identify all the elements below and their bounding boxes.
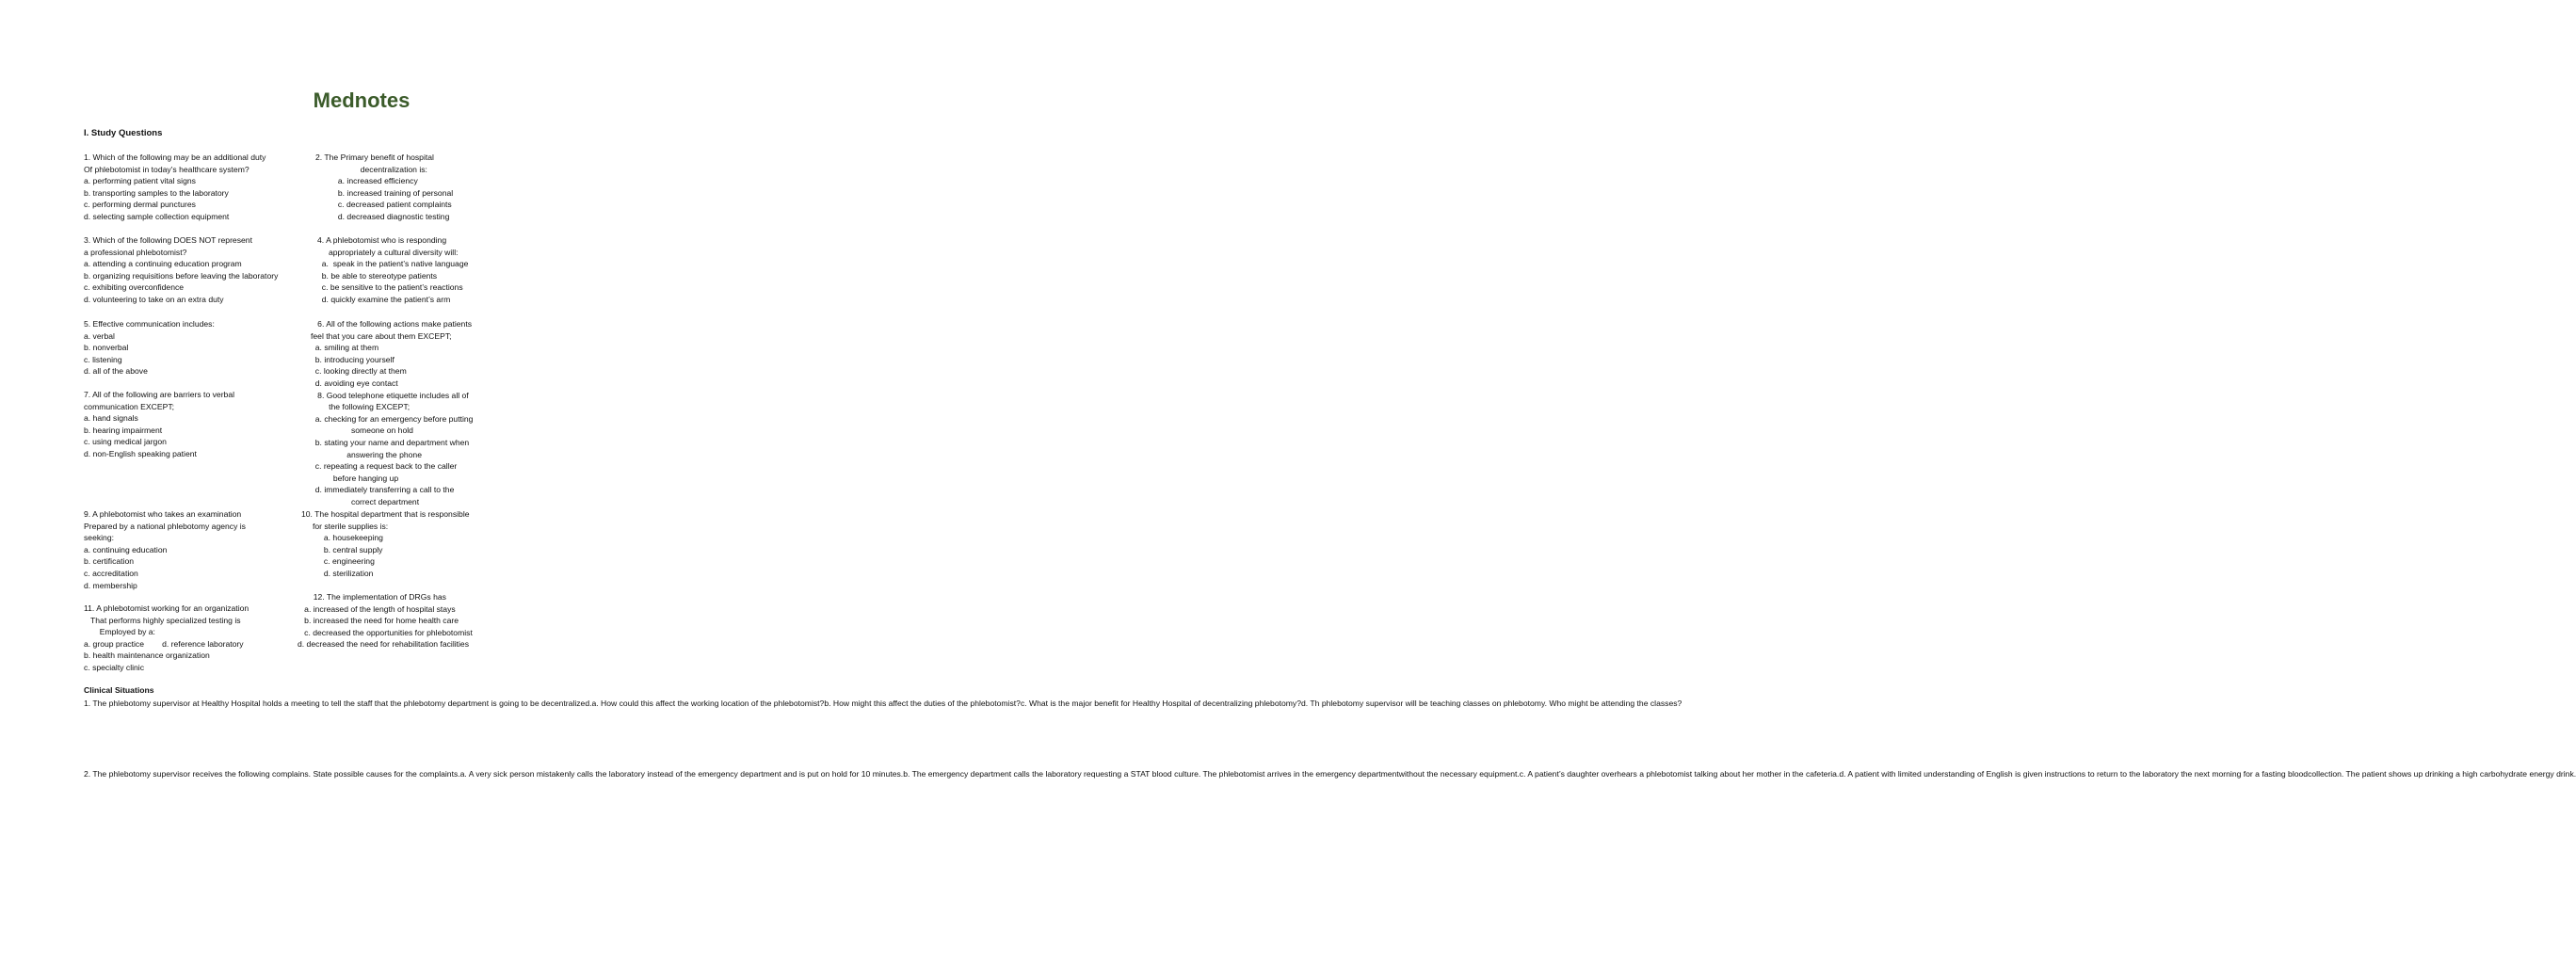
text-line: feel that you care about them EXCEPT; bbox=[311, 330, 452, 341]
text-line: d. all of the above bbox=[84, 366, 148, 377]
text-line: c. decreased patient complaints bbox=[315, 200, 452, 210]
text-line: answering the phone bbox=[311, 449, 422, 459]
text-line: the following EXCEPT; bbox=[311, 402, 411, 412]
text-line: b. nonverbal bbox=[84, 343, 129, 353]
text-line: 4. A phlebotomist who is responding bbox=[317, 235, 447, 245]
text-line: 5. Effective communication includes: bbox=[84, 319, 215, 329]
text-line: a. housekeeping bbox=[301, 533, 383, 543]
text-line: c. specialty clinic bbox=[84, 662, 144, 672]
text-line: 1. The phlebotomy supervisor at Healthy Hospital holds a meeting to tell the staff that the phlebotomy department is going to be decentralized. bbox=[84, 699, 592, 708]
text-line: collection. The patient shows up drinking a high carbohydrate energy drink. bbox=[2308, 769, 2576, 779]
text-line: d. membership bbox=[84, 580, 137, 590]
text-line: d. sterilization bbox=[301, 568, 374, 578]
text-line: 2. The Primary benefit of hospital bbox=[315, 153, 434, 162]
text-line: for sterile supplies is: bbox=[301, 521, 389, 531]
text-line: b. increased the need for home health care bbox=[298, 616, 459, 626]
text-line: d. Th phlebotomy supervisor will be teaching classes on phlebotomy. Who might be attending the classes? bbox=[1301, 699, 1682, 708]
clinical-situation-1 bbox=[84, 698, 1682, 710]
text-line: a. verbal bbox=[84, 330, 115, 341]
page-title: Mednotes bbox=[313, 88, 411, 112]
text-line: a professional phlebotomist? bbox=[84, 247, 187, 257]
text-line: 7. All of the following are barriers to verbal bbox=[84, 390, 235, 399]
text-line: d. quickly examine the patient’s arm bbox=[317, 294, 451, 304]
text-line: b. organizing requisitions before leaving the laboratory bbox=[84, 270, 279, 281]
text-line: someone on hold bbox=[311, 426, 413, 436]
text-line: 9. A phlebotomist who takes an examination bbox=[84, 509, 242, 519]
text-line: d. volunteering to take on an extra duty bbox=[84, 294, 224, 304]
question-5 bbox=[84, 318, 215, 378]
clinical-situation-2 bbox=[84, 768, 2576, 780]
text-line: d. non-English speaking patient bbox=[84, 448, 197, 458]
text-line: d. avoiding eye contact bbox=[311, 378, 398, 388]
text-line: b. transporting samples to the laboratory bbox=[84, 187, 229, 198]
question-10 bbox=[301, 508, 470, 580]
clinical-heading: Clinical Situations bbox=[84, 685, 154, 695]
text-line: d. A patient with limited understanding of English is given instructions to return to the laboratory the next morning for a fasting blood bbox=[1839, 769, 2309, 779]
text-line: a. smiling at them bbox=[311, 343, 379, 353]
text-line: b. increased training of personal bbox=[315, 187, 454, 198]
text-line: a. hand signals bbox=[84, 413, 138, 424]
text-line: b. be able to stereotype patients bbox=[317, 270, 438, 281]
text-line: b. The emergency department calls the laboratory requesting a STAT blood culture. The phlebotomist arrives in the emergency department bbox=[903, 769, 1399, 779]
text-line: b. introducing yourself bbox=[311, 354, 394, 364]
text-line: c. accreditation bbox=[84, 568, 138, 578]
text-line: b. hearing impairment bbox=[84, 425, 163, 435]
question-1 bbox=[84, 152, 266, 223]
question-7 bbox=[84, 389, 234, 460]
text-line: a. increased efficiency bbox=[315, 176, 418, 186]
text-line: a. performing patient vital signs bbox=[84, 176, 196, 186]
text-line: b. stating your name and department when bbox=[311, 437, 470, 447]
text-line: b. certification bbox=[84, 556, 135, 567]
text-line: c. engineering bbox=[301, 556, 375, 567]
text-line: d. decreased diagnostic testing bbox=[315, 211, 450, 221]
text-line: 1. Which of the following may be an additional duty bbox=[84, 153, 266, 162]
question-2 bbox=[315, 152, 453, 223]
text-line: 12. The implementation of DRGs has bbox=[298, 592, 446, 602]
text-line: b. health maintenance organization bbox=[84, 651, 210, 661]
text-line: d. immediately transferring a call to the bbox=[311, 485, 455, 495]
question-6-and-8 bbox=[311, 318, 473, 508]
text-line: c. looking directly at them bbox=[311, 366, 407, 377]
text-line: a. A very sick person mistakenly calls the laboratory instead of the emergency department and is put on hold for 10 minutes. bbox=[459, 769, 904, 779]
text-line: c. exhibiting overconfidence bbox=[84, 282, 185, 293]
text-line: seeking: bbox=[84, 533, 115, 543]
text-line: d. decreased the need for rehabilitation facilities bbox=[298, 639, 470, 650]
text-line: Prepared by a national phlebotomy agency is bbox=[84, 521, 246, 531]
text-line: c. performing dermal punctures bbox=[84, 200, 196, 210]
text-line: before hanging up bbox=[311, 473, 399, 483]
text-line: b. central supply bbox=[301, 544, 383, 554]
text-line: b. How might this affect the duties of the phlebotomist? bbox=[824, 699, 1021, 708]
text-line: a. How could this affect the working location of the phlebotomist? bbox=[591, 699, 825, 708]
text-line: c. decreased the opportunities for phlebotomist bbox=[298, 627, 473, 637]
text-line: 3. Which of the following DOES NOT represent bbox=[84, 235, 252, 245]
text-line: appropriately a cultural diversity will: bbox=[317, 247, 459, 257]
text-line: correct department bbox=[311, 496, 420, 506]
question-3 bbox=[84, 234, 278, 306]
text-line: Employed by a: bbox=[84, 627, 155, 637]
text-line: Of phlebotomist in today’s healthcare system? bbox=[84, 164, 250, 174]
text-line: a. group practice d. reference laboratory bbox=[84, 638, 244, 649]
text-line: communication EXCEPT; bbox=[84, 401, 174, 411]
text-line: a. checking for an emergency before putting bbox=[311, 413, 474, 424]
text-line: 6. All of the following actions make patients bbox=[311, 319, 473, 329]
text-line: 8. Good telephone etiquette includes all of bbox=[311, 390, 469, 400]
question-11 bbox=[84, 602, 249, 674]
question-9 bbox=[84, 508, 246, 591]
text-line: c. be sensitive to the patient’s reactions bbox=[317, 282, 463, 293]
text-line: decentralization is: bbox=[315, 164, 427, 174]
text-line: c. repeating a request back to the caller bbox=[311, 461, 458, 472]
text-line: 11. A phlebotomist working for an organization bbox=[84, 603, 250, 613]
section-heading: I. Study Questions bbox=[84, 128, 163, 138]
text-line: a. attending a continuing education program bbox=[84, 259, 242, 269]
text-line: 10. The hospital department that is responsible bbox=[301, 509, 470, 519]
text-line: c. A patient’s daughter overhears a phlebotomist talking about her mother in the cafeteria. bbox=[1519, 769, 1840, 779]
question-4 bbox=[317, 234, 468, 306]
text-line: 2. The phlebotomy supervisor receives the following complains. State possible causes for the complaints. bbox=[84, 769, 460, 779]
text-line: That performs highly specialized testing is bbox=[84, 615, 241, 625]
text-line: c. What is the major benefit for Healthy Hospital of decentralizing phlebotomy? bbox=[1020, 699, 1302, 708]
text-line: c. listening bbox=[84, 354, 122, 364]
text-line: without the necessary equipment. bbox=[1398, 769, 1520, 779]
text-line: a. speak in the patient’s native language bbox=[317, 259, 469, 269]
text-line: d. selecting sample collection equipment bbox=[84, 211, 230, 221]
question-12 bbox=[298, 591, 473, 651]
text-line: a. continuing education bbox=[84, 544, 168, 554]
text-line: c. using medical jargon bbox=[84, 437, 167, 447]
text-line: a. increased of the length of hospital stays bbox=[298, 603, 456, 614]
